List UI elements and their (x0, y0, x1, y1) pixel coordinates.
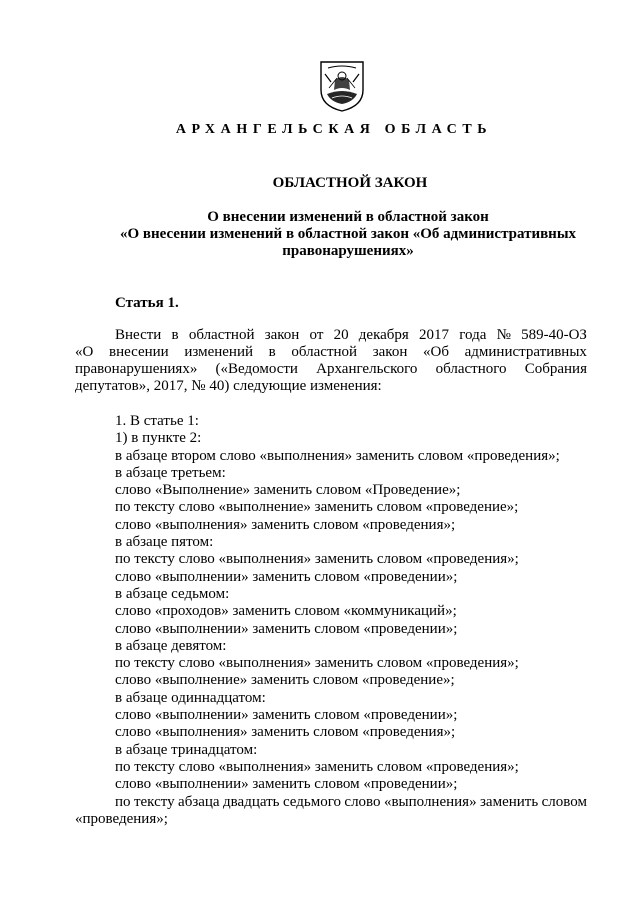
law-title-line: О внесении изменений в областной закон (207, 209, 489, 225)
amendment-list (75, 413, 587, 828)
list-item: по тексту слово «выполнения» заменить словом «проведения»; (115, 655, 519, 672)
list-item: слово «выполнении» заменить словом «проведении»; (115, 620, 458, 637)
list-item: слово «выполнения» заменить словом «проведения»; (115, 516, 456, 533)
intro-line-3: правонарушениях» («Ведомости Архангельского областного Собрания (75, 361, 587, 377)
list-item: в абзаце тринадцатом: (115, 741, 258, 758)
list-item: в абзаце девятом: (115, 637, 227, 654)
law-title-line: правонарушениях» (282, 243, 414, 259)
law-title (108, 209, 588, 260)
article-intro-paragraph (75, 327, 587, 395)
list-item: слово «выполнении» заменить словом «проведении»; (115, 776, 458, 793)
list-item: в абзаце одиннадцатом: (115, 689, 266, 706)
intro-line-1: Внести в областной закон от 20 декабря 2017 года № 589-40-ОЗ (115, 327, 587, 343)
list-item: в абзаце седьмом: (115, 585, 230, 602)
list-item: в абзаце пятом: (115, 534, 214, 551)
list-item: слово «выполнение» заменить словом «проведение»; (115, 672, 455, 689)
list-item: 1. В статье 1: (115, 413, 199, 429)
list-item-justified: по тексту абзаца двадцать седьмого слово «выполнения» заменить словом (115, 793, 587, 810)
list-item: 1) в пункте 2: (115, 430, 202, 447)
list-item: в абзаце втором слово «выполнения» заменить словом «проведения»; (115, 447, 560, 464)
list-item: по тексту слово «выполнение» заменить словом «проведение»; (115, 499, 519, 516)
intro-line-2: «О внесении изменений в областной закон «Об административных (75, 344, 587, 360)
list-item: слово «проходов» заменить словом «коммуникаций»; (115, 603, 457, 620)
list-item: слово «выполнении» заменить словом «проведении»; (115, 707, 458, 724)
list-item: по тексту слово «выполнения» заменить словом «проведения»; (115, 551, 519, 568)
list-item: по тексту слово «выполнения» заменить словом «проведения»; (115, 758, 519, 775)
article-heading: Статья 1. (115, 295, 179, 311)
coat-of-arms-icon (317, 60, 367, 112)
region-heading: АРХАНГЕЛЬСКАЯ ОБЛАСТЬ (175, 122, 493, 137)
list-item: слово «выполнения» заменить словом «проведения»; (115, 724, 456, 741)
list-item: слово «выполнении» заменить словом «проведении»; (115, 568, 458, 585)
list-item: слово «Выполнение» заменить словом «Проведение»; (115, 482, 461, 499)
law-title-line: «О внесении изменений в областной закон «Об административных (119, 226, 577, 242)
list-item: в абзаце третьем: (115, 464, 226, 481)
list-item: «проведения»; (75, 810, 168, 827)
intro-line-4: депутатов», 2017, № 40) следующие изменения: (75, 378, 382, 394)
law-type-heading: ОБЛАСТНОЙ ЗАКОН (272, 175, 428, 191)
